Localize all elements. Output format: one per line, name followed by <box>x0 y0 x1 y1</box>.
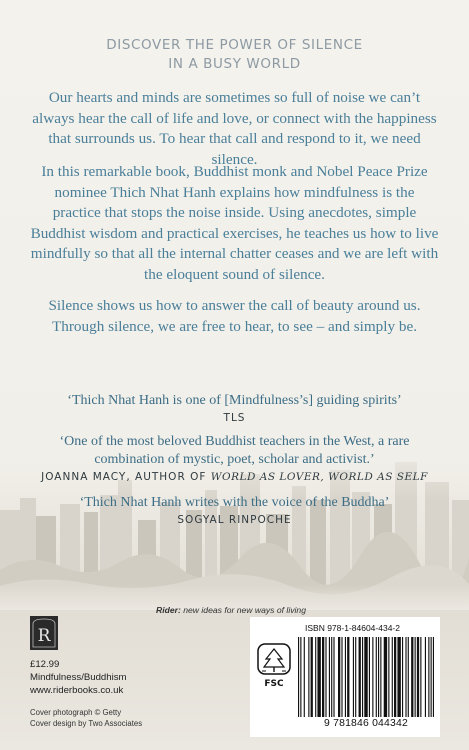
barcode-bar <box>362 637 363 717</box>
barcode-bar <box>417 637 419 717</box>
barcode-bar <box>311 637 313 717</box>
barcode-bar <box>315 637 316 717</box>
price: £12.99 <box>30 659 60 670</box>
quote-3: ‘Thich Nhat Hanh writes with the voice of the Buddha’ <box>79 495 390 510</box>
category: Mindfulness/Buddhism <box>30 672 127 683</box>
barcode-bar <box>425 637 426 717</box>
barcode-bar <box>380 637 381 717</box>
isbn-barcode <box>298 637 434 717</box>
tagline-brand: Rider: <box>156 605 181 615</box>
barcode-bar <box>384 637 387 717</box>
tagline-text: new ideas for new ways of living <box>183 605 306 615</box>
barcode-bar <box>394 637 396 717</box>
barcode-bar <box>364 637 367 717</box>
barcode-bar <box>338 637 340 717</box>
barcode-bar <box>431 637 432 717</box>
barcode-bar <box>405 637 406 717</box>
barcode-bar <box>415 637 416 717</box>
fsc-tree-icon <box>256 642 292 690</box>
barcode-bar <box>329 637 330 717</box>
heading-line-2: IN A BUSY WORLD <box>168 56 301 72</box>
publisher-website: www.riderbooks.co.uk <box>30 685 124 696</box>
isbn-label: ISBN 978-1-84604-434-2 <box>305 623 400 633</box>
barcode-bar <box>408 637 409 717</box>
quote-2: ‘One of the most beloved Buddhist teachers in the West, a rare combination of mystic, poet, scholar and activist.’ <box>59 434 410 467</box>
heading-line-1: DISCOVER THE POWER OF SILENCE <box>106 37 363 53</box>
quote-2-work: WORLD AS LOVER, WORLD AS SELF <box>210 471 428 483</box>
barcode-bar <box>345 637 346 717</box>
barcode-bar <box>433 637 434 717</box>
barcode-bar <box>333 637 334 717</box>
price-and-category <box>30 658 127 697</box>
barcode-bar <box>376 637 377 717</box>
barcode-bar <box>428 637 429 717</box>
barcode-bar <box>388 637 389 717</box>
photo-credit: Cover photograph © Getty <box>30 708 122 717</box>
barcode-bar <box>317 637 320 717</box>
quote-3-attribution: SOGYAL RINPOCHE <box>177 514 292 526</box>
blurb-paragraph-2: In this remarkable book, Buddhist monk and Nobel Peace Prize nominee Thich Nhat Hanh explains how mindfulness is the practice that stops the noise inside. Using anecdotes, simple Buddhist wisdom and practical exercises, he teaches us how to live mindfully so that all the internal chatter ceases and we are left with the eloquent sound of silence. <box>30 163 439 283</box>
cover-heading <box>0 36 469 74</box>
fsc-label: FSC <box>264 679 284 689</box>
barcode-bar <box>298 637 299 717</box>
barcode-bar <box>372 637 373 717</box>
barcode-bar <box>411 637 413 717</box>
rider-logo-icon <box>30 616 58 650</box>
barcode-bar <box>392 637 393 717</box>
barcode-bar <box>397 637 400 717</box>
barcode-digits: 9 781846 044342 <box>324 718 408 729</box>
barcode-bar <box>322 637 324 717</box>
barcode-bar <box>369 637 370 717</box>
barcode-bar <box>347 637 349 717</box>
barcode-bar <box>359 637 361 717</box>
logo-letter: R <box>37 626 51 646</box>
blurb-paragraph-1: Our hearts and minds are sometimes so full of noise we can’t always hear the call of life and love, or connect with the happiness that surrounds us. To hear that call and respond to it, we need silence. <box>32 89 437 168</box>
barcode-bar <box>331 637 332 717</box>
isbn-barcode-panel <box>250 617 440 737</box>
design-credit: Cover design by Two Associates <box>30 718 143 728</box>
barcode-bar <box>341 637 342 717</box>
barcode-bar <box>325 637 326 717</box>
publisher-tagline <box>156 605 306 615</box>
barcode-bar <box>402 637 403 717</box>
barcode-bar <box>304 637 305 717</box>
quote-2-attribution <box>0 471 469 483</box>
barcode-bar <box>353 637 354 717</box>
barcode-bar <box>378 637 379 717</box>
blurb-paragraph-3: Silence shows us how to answer the call of beauty around us. Through silence, we are free to hear, to see – and simply be. <box>48 297 421 335</box>
quote-2-author: JOANNA MACY, AUTHOR OF <box>41 471 207 483</box>
quote-1-attribution: TLS <box>223 412 246 424</box>
barcode-bar <box>420 637 421 717</box>
barcode-bar <box>308 637 309 717</box>
barcode-bar <box>300 637 301 717</box>
barcode-bar <box>355 637 356 717</box>
quote-1: ‘Thich Nhat Hanh is one of [Mindfulness’s] guiding spirits’ <box>67 393 402 408</box>
cover-credits <box>30 708 142 729</box>
